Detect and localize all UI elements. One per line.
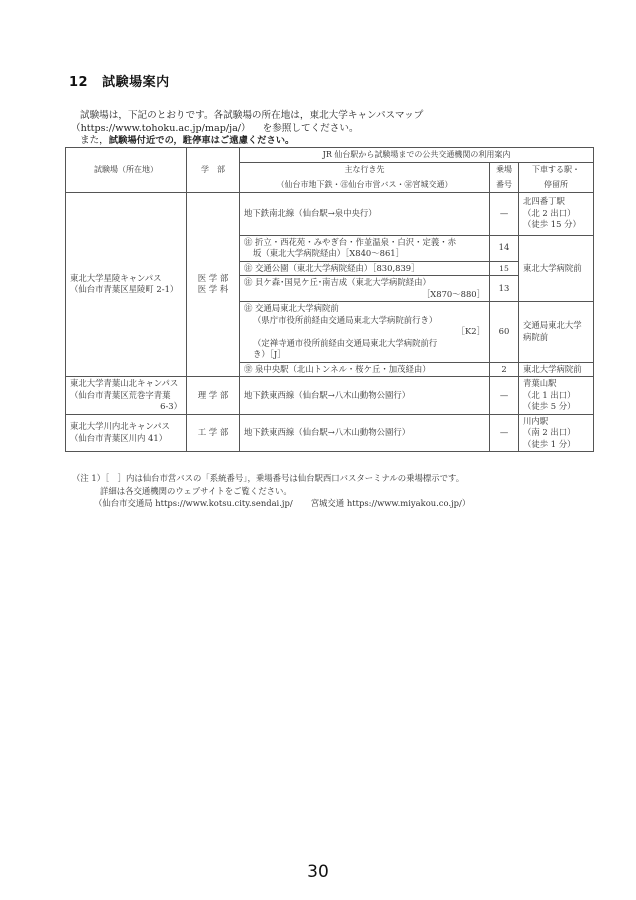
header-faculty: 学 部	[187, 148, 240, 193]
table-notes	[72, 472, 592, 510]
get-off-kotsukyoku: 交通局東北大学 病院前	[519, 302, 594, 363]
header-get-off: 下車する駅・ 停留所	[519, 162, 594, 192]
note-line-1: （注 1）［ ］内は仙台市営バスの「系統番号」，乗場番号は仙台駅西口バスターミナルの乗場標示です。	[72, 473, 465, 483]
route-bus-kaigamori: ㊟ 貝ケ森･国見ケ丘･南吉成（東北大学病院経由） ［X870～880］	[240, 276, 490, 302]
intro-line-1: 試験場は，下記のとおりです。各試験場の所在地は，東北大学キャンパスマップ	[80, 110, 424, 121]
section-number: 12	[69, 75, 89, 90]
intro-line-3: また，試験場付近での，駐停車はご遠慮ください。	[80, 135, 295, 146]
header-stop: 乗場 番号	[490, 162, 519, 192]
venue-aobayama: 東北大学青葉山北キャンパス （仙台市青葉区荒巻字青葉 6-3）	[66, 377, 187, 415]
header-venue: 試験場（所在地）	[66, 148, 187, 193]
header-route-sub: （仙台市地下鉄・㊟仙台市営バス・㊪宮城交通）	[276, 180, 453, 189]
note-line-2: 詳細は各交通機関のウェブサイトをご覧ください。	[100, 485, 292, 496]
get-off-hospital-2: 東北大学病院前	[519, 362, 594, 377]
venue-seiryo: 東北大学星陵キャンパス （仙台市青葉区星陵町 2-1）	[66, 192, 187, 377]
get-off-aobayama: 青葉山駅 （北 1 出口） （徒歩 5 分）	[519, 377, 594, 415]
intro-line-2: （https://www.tohoku.ac.jp/map/ja/） を参照してください。	[71, 122, 359, 134]
stop-number: —	[490, 414, 519, 452]
header-route: 主な行き先 （仙台市地下鉄・㊟仙台市営バス・㊪宮城交通）	[240, 162, 490, 192]
route-tozai-kawauchi: 地下鉄東西線（仙台駅→八木山動物公園行）	[240, 414, 490, 452]
route-bus-izumichuo: ㊪ 泉中央駅（北山トンネル・桜ケ丘・加茂経由）	[240, 362, 490, 377]
stop-number: 14	[490, 235, 519, 261]
header-transport-group: JR 仙台駅から試験場までの公共交通機関の利用案内	[240, 148, 594, 163]
route-bus-kotsukoen: ㊟ 交通公園（東北大学病院経由）［830,839］	[240, 261, 490, 276]
stop-number: 13	[490, 276, 519, 302]
get-off-hospital: 東北大学病院前	[519, 235, 594, 302]
stop-number: 60	[490, 302, 519, 363]
faculty-medicine: 医 学 部 医 学 科	[187, 192, 240, 377]
stop-number: 15	[490, 261, 519, 276]
route-bus-kotsukyoku: ㊟ 交通局東北大学病院前 （県庁市役所前経由交通局東北大学病院前行き） ［K2］ （定禅寺通市役所前経由交通局東北大学病院前行 き）［J］	[240, 302, 490, 363]
table-row	[66, 414, 594, 452]
faculty-science: 理 学 部	[187, 377, 240, 415]
table-row	[66, 192, 594, 235]
faculty-engineering: 工 学 部	[187, 414, 240, 452]
route-bus-orioshi: ㊟ 折立・西花苑・みやぎ台・作並温泉・白沢・定義・赤 坂（東北大学病院経由）［X840～861］	[240, 235, 490, 261]
table-row	[66, 377, 594, 415]
get-off-kawauchi: 川内駅 （南 2 出口） （徒歩 1 分）	[519, 414, 594, 452]
section-title: 試験場案内	[102, 75, 170, 90]
page-number: 30	[307, 862, 329, 882]
intro-text	[71, 110, 591, 148]
venue-table	[65, 147, 594, 452]
stop-number: —	[490, 377, 519, 415]
route-tozai-aobayama: 地下鉄東西線（仙台駅→八木山動物公園行）	[240, 377, 490, 415]
note-line-3	[72, 497, 592, 510]
section-heading	[69, 71, 170, 90]
miyagi-transport-link[interactable]: 宮城交通 https://www.miyakou.co.jp/）	[310, 498, 471, 508]
header-row-1	[66, 148, 594, 163]
stop-number: 2	[490, 362, 519, 377]
campus-map-url[interactable]: （https://www.tohoku.ac.jp/map/ja/）	[71, 122, 251, 134]
stop-number: —	[490, 192, 519, 235]
venue-kawauchi: 東北大学川内北キャンパス （仙台市青葉区川内 41）	[66, 414, 187, 452]
parking-warning: 試験場付近での，駐停車はご遠慮ください。	[108, 135, 295, 146]
route-namboku: 地下鉄南北線（仙台駅→泉中央行）	[240, 192, 490, 235]
get-off-kitayobancho: 北四番丁駅 （北 2 出口） （徒歩 15 分）	[519, 192, 594, 235]
sendai-transport-link[interactable]: （仙台市交通局 https://www.kotsu.city.sendai.jp/	[94, 498, 293, 508]
